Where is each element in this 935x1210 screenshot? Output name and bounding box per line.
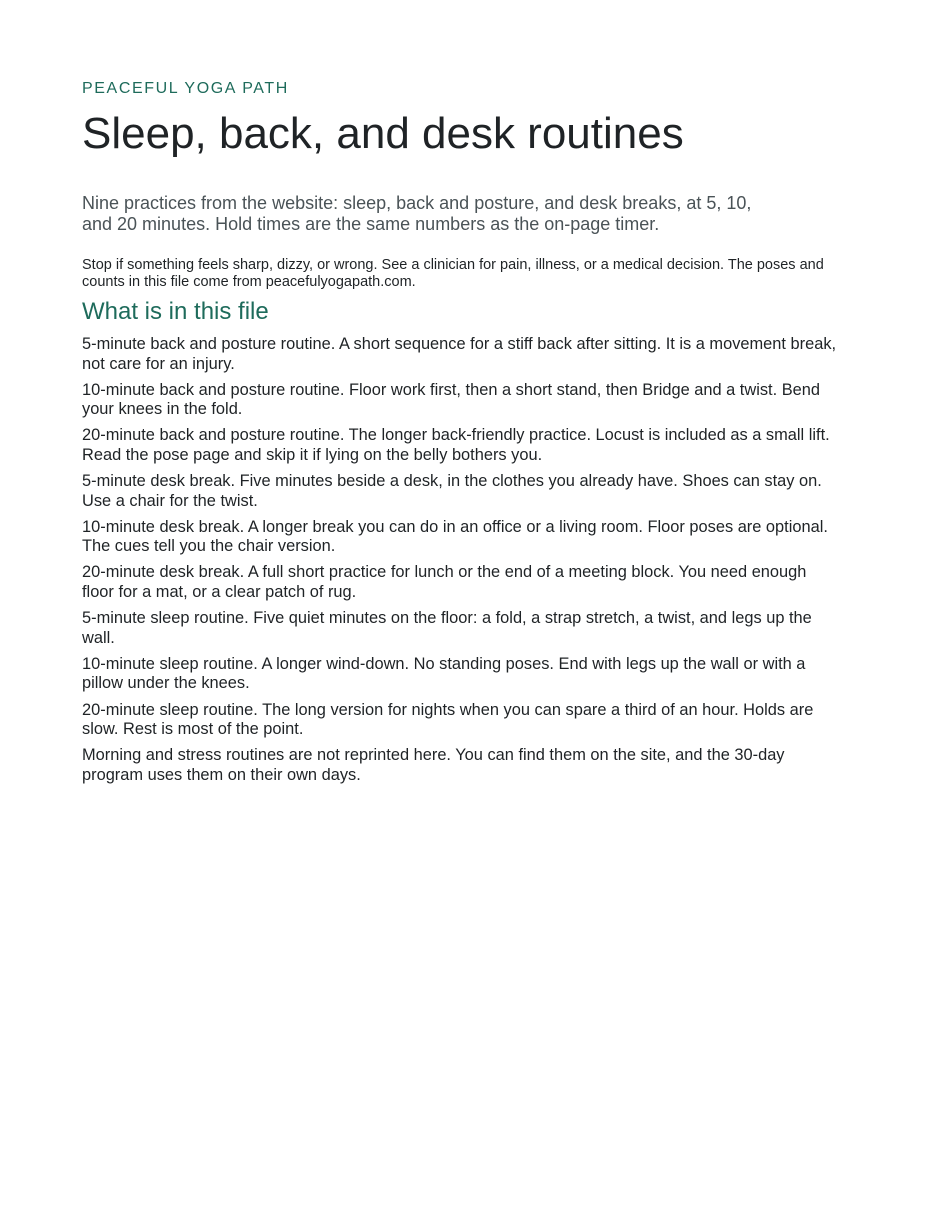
routine-item-back-5: 5-minute back and posture routine. A short sequence for a stiff back after sitting. It is a movement break, not care for an injury. bbox=[82, 335, 837, 373]
routine-item-sleep-5: 5-minute sleep routine. Five quiet minutes on the floor: a fold, a strap stretch, a twist, and legs up the wall. bbox=[82, 609, 812, 647]
section-heading: What is in this file bbox=[82, 298, 269, 325]
routine-item-sleep-10: 10-minute sleep routine. A longer wind-down. No standing poses. End with legs up the wall or with a pillow under the knees. bbox=[82, 654, 806, 693]
page-title: Sleep, back, and desk routines bbox=[82, 109, 684, 158]
routine-item-desk-5: 5-minute desk break. Five minutes beside a desk, in the clothes you already have. Shoes can stay on. Use a chair for the twist. bbox=[82, 472, 822, 510]
routine-item-desk-10: 10-minute desk break. A longer break you can do in an office or a living room. Floor poses are optional. The cues tell you the chair version. bbox=[82, 517, 828, 556]
routine-item-desk-20: 20-minute desk break. A full short practice for lunch or the end of a meeting block. You need enough floor for a mat, or a clear patch of rug. bbox=[82, 563, 807, 602]
routine-item-back-20: 20-minute back and posture routine. The longer back-friendly practice. Locust is included as a small lift. Read the pose page and skip it if lying on the belly bothers you. bbox=[82, 426, 830, 464]
routine-item-sleep-20: 20-minute sleep routine. The long version for nights when you can spare a third of an hour. Holds are slow. Rest is most of the point. bbox=[82, 700, 814, 739]
routine-list bbox=[82, 335, 842, 746]
closing-paragraph: Morning and stress routines are not reprinted here. You can find them on the site, and the 30-day program uses them on their own days. bbox=[82, 746, 785, 784]
brand-label: PEACEFUL YOGA PATH bbox=[82, 80, 289, 97]
routine-item-back-10: 10-minute back and posture routine. Floor work first, then a short stand, then Bridge and a twist. Bend your knees in the fold. bbox=[82, 380, 820, 419]
intro-paragraph: Nine practices from the website: sleep, back and posture, and desk breaks, at 5, 10, and 20 minutes. Hold times are the same numbers as the on-page timer. bbox=[82, 193, 752, 234]
safety-notice: Stop if something feels sharp, dizzy, or wrong. See a clinician for pain, illness, or a medical decision. The poses and counts in this file come from peacefulyogapath.com. bbox=[82, 257, 824, 290]
